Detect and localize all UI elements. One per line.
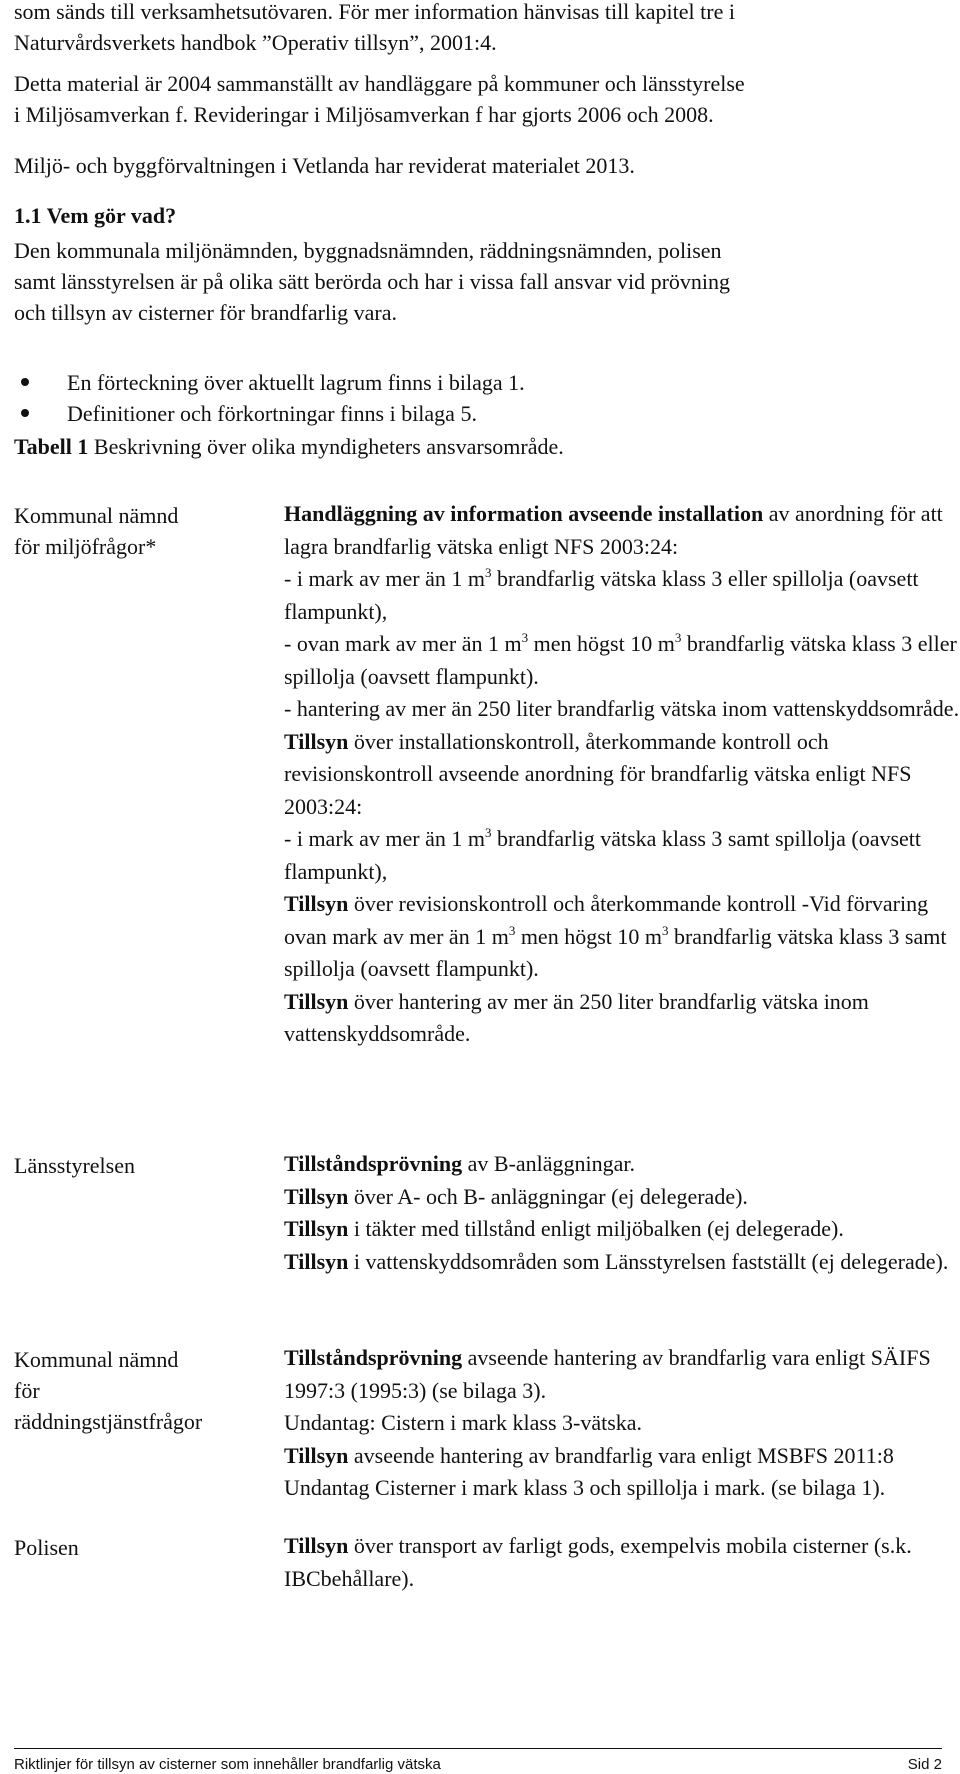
text-span: brandfarlig vätska klass 3 samt spillolja (oavsett flampunkt). xyxy=(284,923,947,981)
text-span: av B-anläggningar. xyxy=(462,1151,636,1176)
keyword-tillstandsprovning: Tillståndsprövning xyxy=(284,1345,463,1370)
authority-name-line: Kommunal nämnd xyxy=(14,1347,179,1372)
responsibility-paragraph xyxy=(284,1407,960,1440)
list-item xyxy=(14,367,525,398)
table-caption-text: Beskrivning över olika myndigheters ansvarsområde. xyxy=(88,434,564,459)
intro-para2-line-2: i Miljösamverkan f. Revideringar i Miljösamverkan f har gjorts 2006 och 2008. xyxy=(14,102,714,127)
bullet-text: Definitioner och förkortningar finns i bilaga 5. xyxy=(67,401,477,426)
responsibility-cell xyxy=(284,1530,960,1595)
responsibility-paragraph xyxy=(284,563,960,628)
keyword-tillsyn: Tillsyn xyxy=(284,1442,349,1468)
intro-line-1: som sänds till verksamhetsutövaren. För mer information hänvisas till kapitel tre i xyxy=(14,0,735,24)
responsibility-paragraph xyxy=(284,888,960,986)
responsibility-cell xyxy=(284,498,960,1051)
intro-para2-line-1: Detta material är 2004 sammanställt av handläggare på kommuner och länsstyrelse xyxy=(14,71,745,96)
text-span: avseende hantering av brandfarlig vara enligt MSBFS 2011:8 xyxy=(348,1442,894,1468)
text-span: men högst 10 m xyxy=(515,923,662,949)
superscript: 3 xyxy=(485,825,492,840)
table-caption xyxy=(14,431,960,462)
responsibility-paragraph xyxy=(284,498,960,563)
text-span: brandfarlig vätska klass 3 eller spillolja (oavsett flampunkt), xyxy=(284,566,919,624)
text-span: över installationskontroll, återkommande kontroll och revisionskontroll avseende anordning för brandfarlig vätska enligt NFS 2003:24: xyxy=(284,728,912,819)
bullet-list xyxy=(14,367,525,429)
responsibility-paragraph xyxy=(284,1246,960,1279)
superscript: 3 xyxy=(521,630,529,645)
text-span: över hantering av mer än 250 liter brandfarlig vätska inom vattenskyddsområde. xyxy=(284,988,869,1046)
responsibility-paragraph xyxy=(284,1148,960,1181)
text-span: Undantag Cisterner i mark klass 3 och spillolja i mark. (se bilaga 1). xyxy=(284,1475,886,1500)
authority-cell xyxy=(14,500,264,562)
bullet-icon xyxy=(21,409,29,417)
text-span: i vattenskyddsområden som Länsstyrelsen fastställt (ej delegerade). xyxy=(348,1248,949,1274)
intro-line-2: Naturvårdsverkets handbok ”Operativ tillsyn”, 2001:4. xyxy=(14,30,497,55)
keyword-tillsyn: Tillsyn xyxy=(284,728,349,754)
superscript: 3 xyxy=(661,922,669,938)
superscript: 3 xyxy=(674,630,682,645)
responsibility-paragraph xyxy=(284,823,960,888)
list-item xyxy=(14,398,525,429)
keyword-tillsyn: Tillsyn xyxy=(284,1248,349,1274)
responsibility-paragraph xyxy=(284,693,960,726)
authority-name-line: Kommunal nämnd xyxy=(14,503,179,528)
text-span: - i mark av mer än 1 m xyxy=(284,826,485,851)
section-body-line-3: och tillsyn av cisterner för brandfarlig vara. xyxy=(14,300,398,325)
responsibility-paragraph xyxy=(284,1530,960,1595)
responsibility-paragraph xyxy=(284,986,960,1051)
superscript: 3 xyxy=(508,922,516,938)
keyword-tillsyn: Tillsyn xyxy=(284,1216,349,1241)
responsibility-cell xyxy=(284,1148,960,1278)
page-number: Sid 2 xyxy=(907,1756,942,1773)
authority-cell xyxy=(14,1150,264,1181)
text-span: brandfarlig vätska klass 3 samt spillolja (oavsett flampunkt), xyxy=(284,826,922,884)
keyword-tillsyn: Tillsyn xyxy=(284,1183,349,1209)
text-span: - ovan mark av mer än 1 m xyxy=(284,631,522,656)
text-span: brandfarlig vätska klass 3 eller spillolja (oavsett flampunkt). xyxy=(284,631,957,689)
responsibility-paragraph xyxy=(284,628,960,693)
section-body-line-2: samt länsstyrelsen är på olika sätt berörda och har i vissa fall ansvar vid prövning xyxy=(14,269,731,294)
text-span: över A- och B- anläggningar (ej delegerade). xyxy=(348,1183,748,1209)
superscript: 3 xyxy=(485,565,492,580)
authority-name-line: för miljöfrågor* xyxy=(14,534,157,559)
intro-para3: Miljö- och byggförvaltningen i Vetlanda har reviderat materialet 2013. xyxy=(14,153,635,178)
text-span: - i mark av mer än 1 m xyxy=(284,566,485,591)
responsibility-paragraph xyxy=(284,1472,960,1505)
keyword-handlaggning: Handläggning av information avseende installation xyxy=(284,501,764,526)
authority-cell xyxy=(14,1532,264,1563)
text-span: av anordning för att lagra brandfarlig vätska enligt NFS 2003:24: xyxy=(284,501,943,559)
authority-name-line: räddningstjänstfrågor xyxy=(14,1409,203,1434)
responsibility-paragraph xyxy=(284,1342,960,1407)
responsibility-paragraph xyxy=(284,1181,960,1214)
authority-name-line: Polisen xyxy=(14,1535,79,1560)
responsibility-paragraph xyxy=(284,1440,960,1473)
authority-name-line: Länsstyrelsen xyxy=(14,1153,135,1178)
responsibility-paragraph xyxy=(284,726,960,824)
footer-title: Riktlinjer för tillsyn av cisterner som innehåller brandfarlig vätska xyxy=(14,1756,441,1773)
text-span: avseende hantering av brandfarlig vara enligt SÄIFS 1997:3 (1995:3) (se bilaga 3). xyxy=(284,1345,931,1403)
footer-divider xyxy=(14,1748,942,1749)
text-span: över revisionskontroll och återkommande kontroll -Vid förvaring ovan mark av mer än 1 m xyxy=(284,891,929,949)
authority-name-line: för xyxy=(14,1378,40,1403)
authority-cell xyxy=(14,1344,264,1437)
responsibility-cell xyxy=(284,1342,960,1505)
text-span: i täkter med tillstånd enligt miljöbalken (ej delegerade). xyxy=(348,1216,844,1241)
text-span: - hantering av mer än 250 liter brandfarlig vätska inom vattenskyddsområde. xyxy=(284,696,960,721)
bullet-icon xyxy=(21,378,29,386)
section-body-line-1: Den kommunala miljönämnden, byggnadsnämnden, räddningsnämnden, polisen xyxy=(14,238,722,263)
responsibility-paragraph xyxy=(284,1213,960,1246)
text-span: Undantag: Cistern i mark klass 3-vätska. xyxy=(284,1410,643,1435)
keyword-tillstandsprovning: Tillståndsprövning xyxy=(284,1151,463,1176)
bullet-text: En förteckning över aktuellt lagrum finns i bilaga 1. xyxy=(67,370,525,395)
table-caption-label: Tabell 1 xyxy=(14,434,89,459)
keyword-tillsyn: Tillsyn xyxy=(284,891,349,916)
text-span: men högst 10 m xyxy=(528,631,675,656)
section-heading: 1.1 Vem gör vad? xyxy=(14,203,177,228)
text-span: över transport av farligt gods, exempelvis mobila cisterner (s.k. IBCbehållare). xyxy=(284,1533,912,1591)
keyword-tillsyn: Tillsyn xyxy=(284,1533,349,1558)
keyword-tillsyn: Tillsyn xyxy=(284,988,349,1014)
